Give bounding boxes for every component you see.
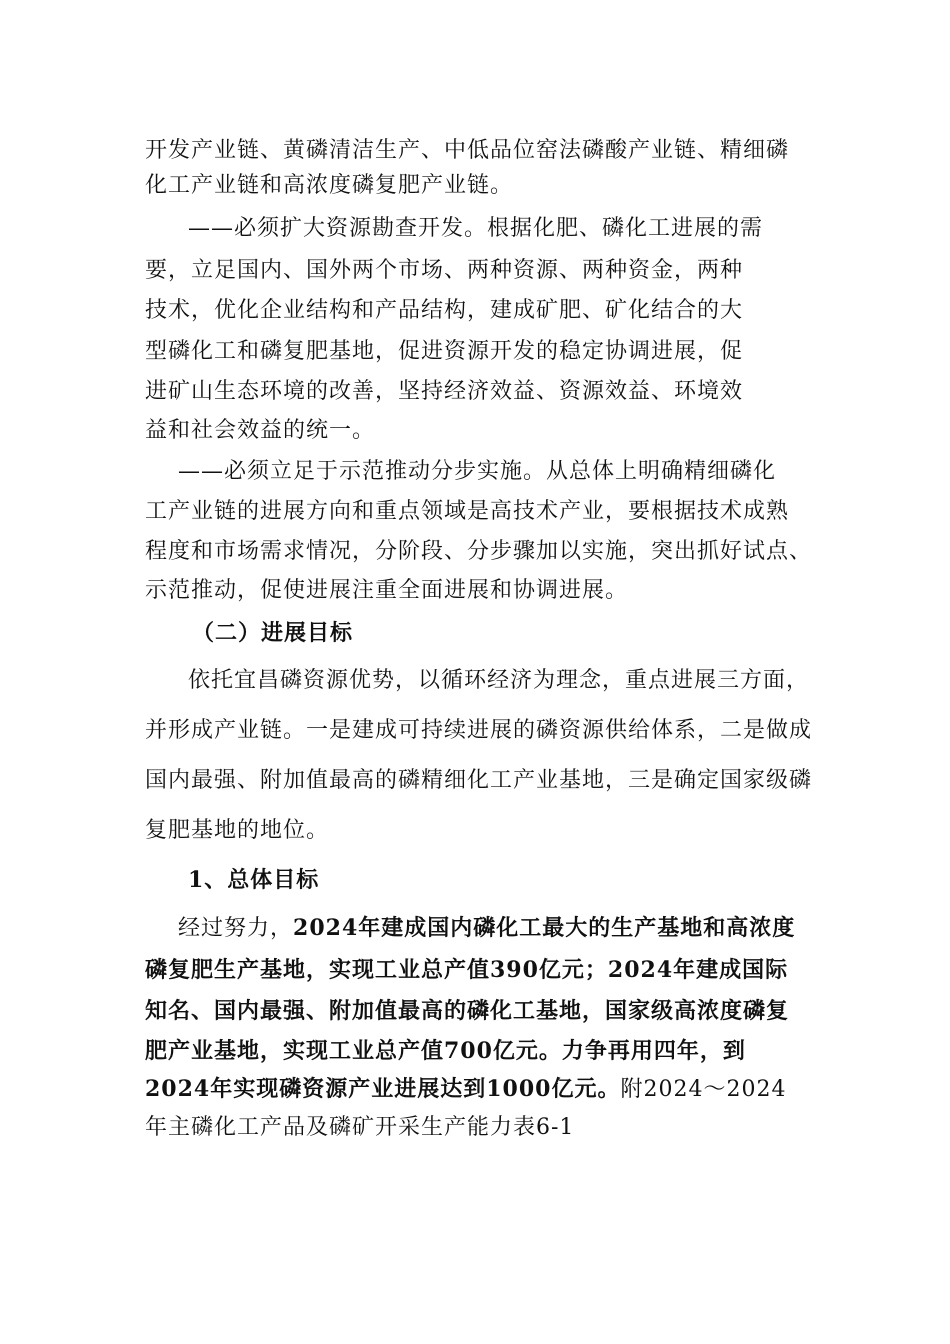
paragraph-line: 程度和市场需求情况，分阶段、分步骤加以实施，突出抓好试点、: [145, 539, 813, 564]
paragraph-line: 益和社会效益的统一。: [145, 418, 376, 443]
paragraph-line: 示范推动，促使进展注重全面进展和协调进展。: [145, 578, 629, 603]
bold-paragraph-line: 知名、国内最强、附加值最高的磷化工基地，国家级高浓度磷复: [145, 998, 790, 1024]
paragraph-line: 依托宜昌磷资源优势，以循环经济为理念，重点进展三方面，: [188, 668, 810, 693]
bold-text-run: 2024年实现磷资源产业进展达到1000亿元。: [145, 1076, 621, 1102]
paragraph-line: 复肥基地的地位。: [145, 818, 330, 843]
paragraph-line: 国内最强、附加值最高的磷精细化工产业基地，三是确定国家级磷: [145, 768, 813, 793]
paragraph-line: 开发产业链、黄磷清洁生产、中低品位窑法磷酸产业链、精细磷: [145, 138, 790, 163]
text-run: 附2024～2024: [620, 1077, 787, 1102]
paragraph-line: 年主磷化工产品及磷矿开采生产能力表6-1: [145, 1115, 575, 1140]
paragraph-line: ——必须立足于示范推动分步实施。从总体上明确精细磷化: [178, 459, 777, 484]
paragraph-line: [178, 913, 795, 944]
paragraph-line: 并形成产业链。一是建成可持续进展的磷资源供给体系，二是做成: [145, 718, 813, 743]
paragraph-line: 工产业链的进展方向和重点领域是高技术产业，要根据技术成熟: [145, 499, 790, 524]
paragraph-line: ——必须扩大资源勘查开发。根据化肥、磷化工进展的需: [188, 216, 764, 241]
paragraph-line: [145, 1074, 786, 1105]
bold-paragraph-line: 肥产业基地，实现工业总产值700亿元。力争再用四年，到: [145, 1038, 746, 1064]
paragraph-line: 技术，优化企业结构和产品结构，建成矿肥、矿化结合的大: [145, 298, 744, 323]
paragraph-line: 化工产业链和高浓度磷复肥产业链。: [145, 173, 514, 198]
paragraph-line: 进矿山生态环境的改善，坚持经济效益、资源效益、环境效: [145, 379, 744, 404]
subsection-heading: 1、总体目标: [188, 867, 320, 893]
section-heading: （二）进展目标: [192, 620, 354, 646]
paragraph-line: 型磷化工和磷复肥基地，促进资源开发的稳定协调进展，促: [145, 339, 744, 364]
bold-paragraph-line: 磷复肥生产基地，实现工业总产值390亿元；2024年建成国际: [145, 957, 789, 983]
bold-text-run: 2024年建成国内磷化工最大的生产基地和高浓度: [293, 915, 796, 941]
text-run: 经过努力，: [178, 916, 294, 941]
paragraph-line: 要，立足国内、国外两个市场、两种资源、两种资金，两种: [145, 258, 744, 283]
